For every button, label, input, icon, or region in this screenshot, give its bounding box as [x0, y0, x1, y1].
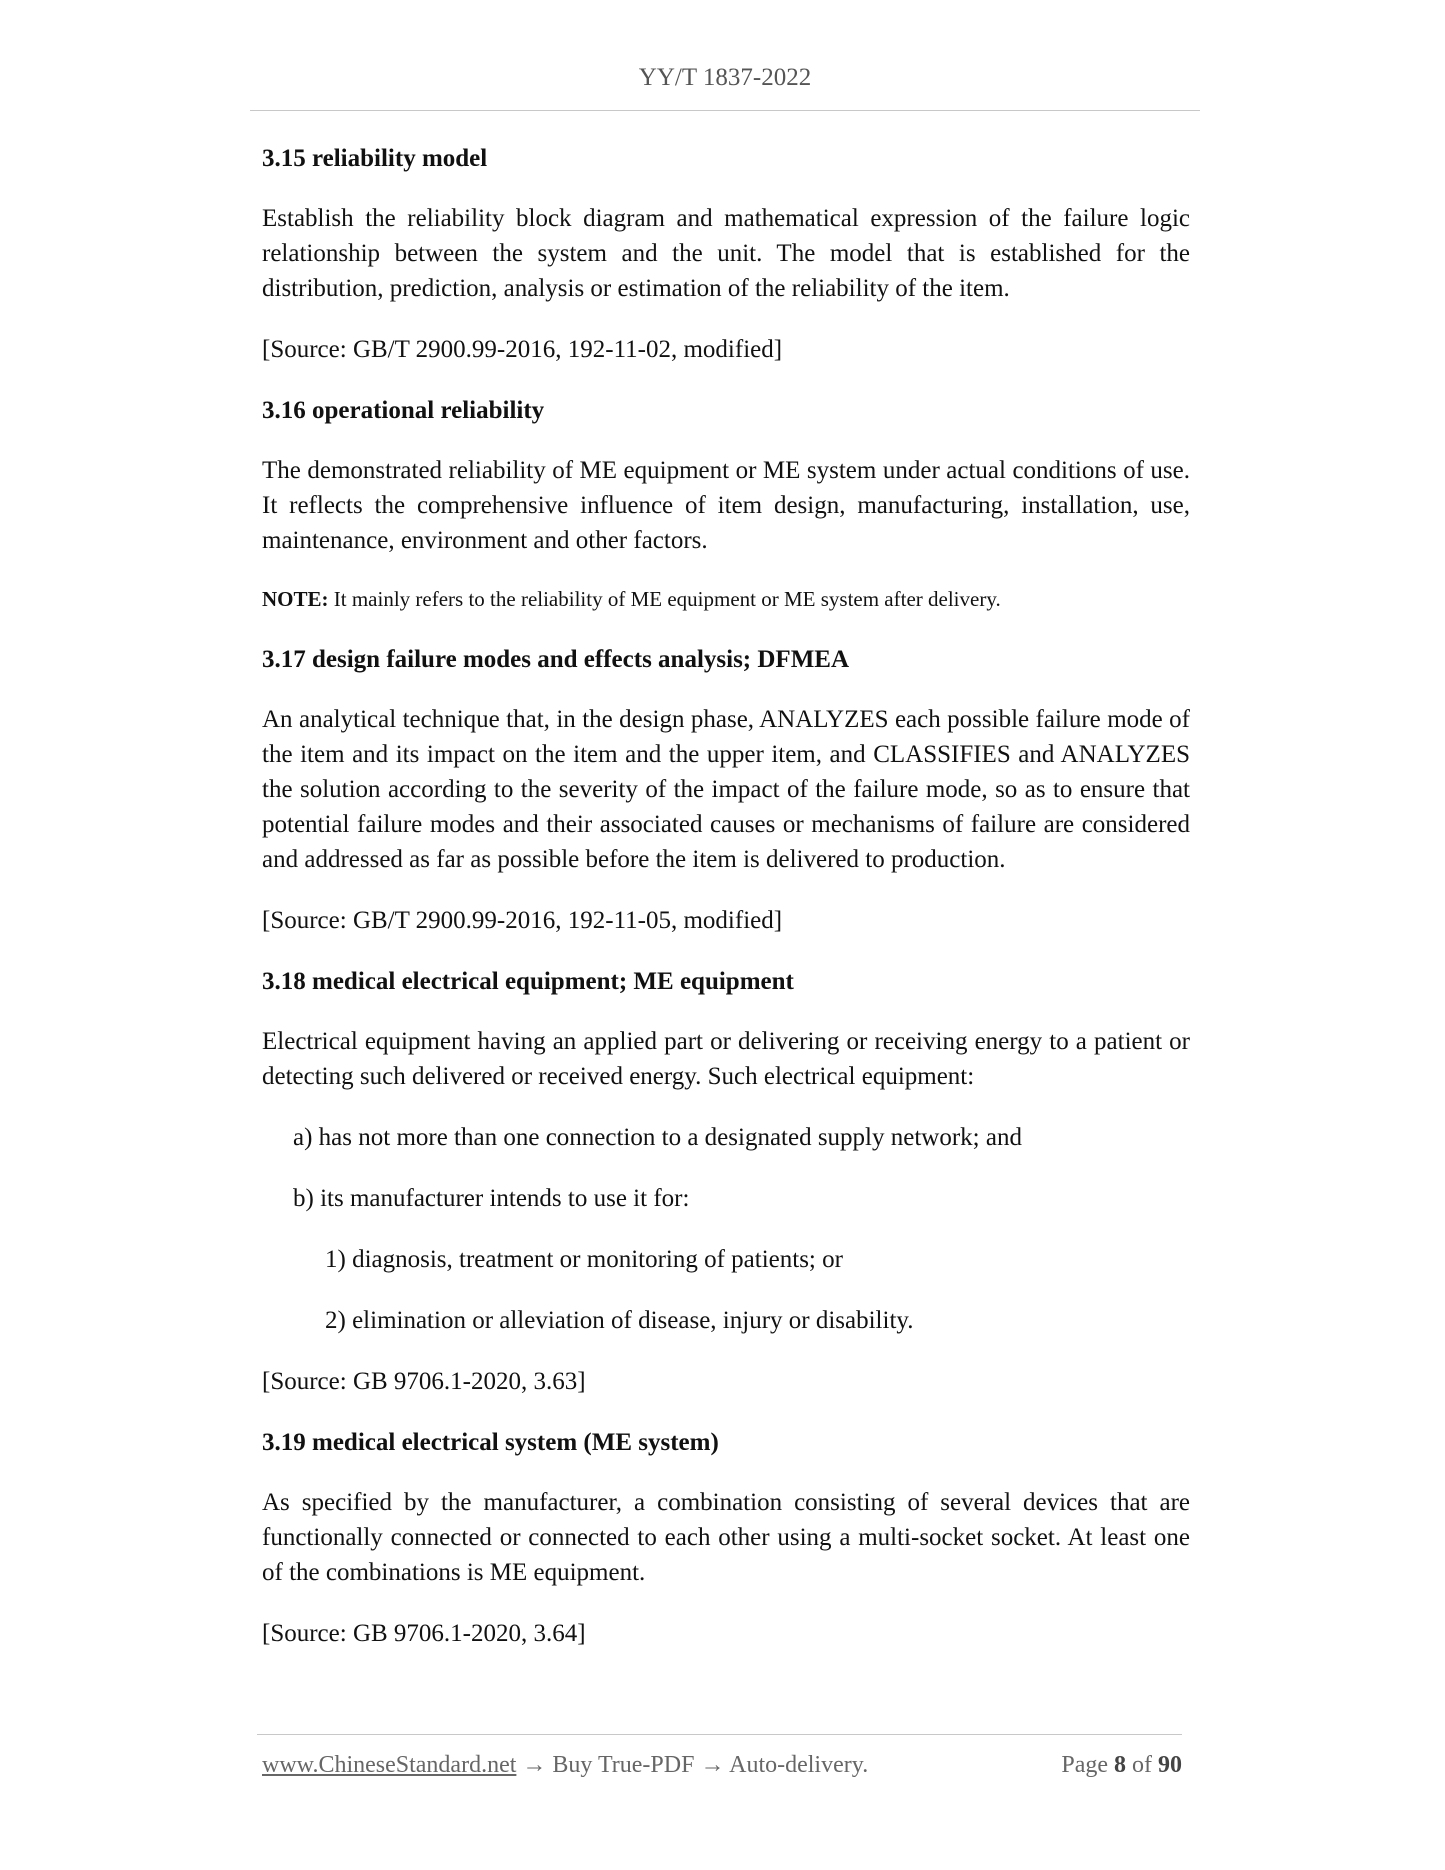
page-number [1061, 1752, 1182, 1779]
footer-divider [257, 1734, 1182, 1735]
page-content [262, 142, 1190, 1678]
section-3-18-item-a: a) has not more than one connection to a designated supply network; and [293, 1124, 1022, 1151]
section-3-15-heading: 3.15 reliability model [262, 145, 488, 172]
page-header-code: YY/T 1837-2022 [638, 64, 812, 91]
page-current: 8 [1114, 1752, 1126, 1778]
note-text: It mainly refers to the reliability of ME equipment or ME system after delivery. [328, 587, 1001, 611]
section-3-17-heading: 3.17 design failure modes and effects analysis; DFMEA [262, 646, 850, 673]
note-label: NOTE: [262, 587, 329, 611]
section-3-15-source: [Source: GB/T 2900.99-2016, 192-11-02, modified] [262, 336, 783, 363]
section-3-16-heading: 3.16 operational reliability [262, 397, 545, 424]
page-label: Page [1061, 1752, 1114, 1778]
section-3-19-body: As specified by the manufacturer, a combination consisting of several devices that are functionally connected or connected to each other using a multi-socket socket. At least one of the combinations is ME equipment. [262, 1489, 1190, 1586]
section-3-19-source: [Source: GB 9706.1-2020, 3.64] [262, 1620, 586, 1647]
section-3-18-item-b2: 2) elimination or alleviation of disease, injury or disability. [325, 1307, 914, 1334]
section-3-16-note [262, 584, 1190, 614]
section-3-18-item-b1: 1) diagnosis, treatment or monitoring of patients; or [325, 1246, 843, 1273]
page-total: 90 [1158, 1752, 1182, 1778]
section-3-18-body: Electrical equipment having an applied part or delivering or receiving energy to a patient or detecting such delivered or received energy. Such electrical equipment: [262, 1028, 1190, 1090]
section-3-18-item-b: b) its manufacturer intends to use it for: [293, 1185, 690, 1212]
section-3-15-body: Establish the reliability block diagram and mathematical expression of the failure logic relationship between the system and the unit. The model that is established for the distribution, prediction, analysis or estimation of the reliability of the item. [262, 205, 1190, 302]
section-3-17-source: [Source: GB/T 2900.99-2016, 192-11-05, modified] [262, 907, 783, 934]
page-of: of [1126, 1752, 1158, 1778]
footer-promo-text: → Buy True-PDF → Auto-delivery. [516, 1752, 869, 1778]
website-link[interactable]: www.ChineseStandard.net [262, 1752, 517, 1778]
section-3-18-heading: 3.18 medical electrical equipment; ME equipment [262, 968, 794, 995]
header-divider [250, 110, 1200, 111]
section-3-19-heading: 3.19 medical electrical system (ME system) [262, 1429, 719, 1456]
section-3-16-body: The demonstrated reliability of ME equipment or ME system under actual conditions of use. It reflects the comprehensive influence of item design, manufacturing, installation, use, maintenance, environment and other factors. [262, 457, 1190, 554]
section-3-17-body: An analytical technique that, in the design phase, ANALYZES each possible failure mode of the item and its impact on the item and the upper item, and CLASSIFIES and ANALYZES the solution according to the severity of the impact of the failure mode, so as to ensure that potential failure modes and their associated causes or mechanisms of failure are considered and addressed as far as possible before the item is delivered to production. [262, 706, 1190, 873]
section-3-18-source: [Source: GB 9706.1-2020, 3.63] [262, 1368, 586, 1395]
footer-promo [262, 1752, 868, 1779]
